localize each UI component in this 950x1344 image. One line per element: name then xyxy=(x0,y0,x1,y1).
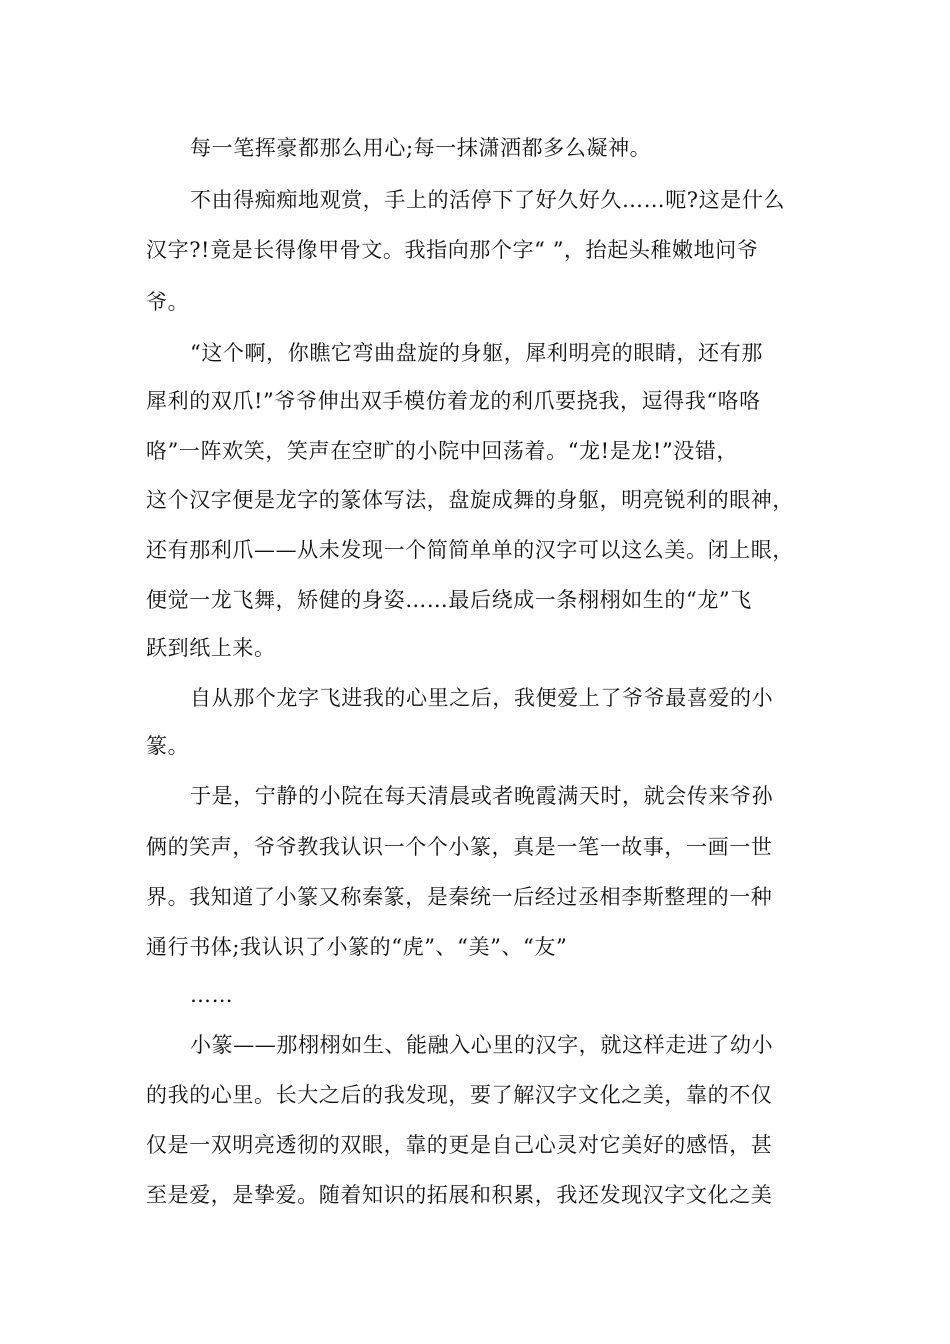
paragraph-line: 于是，宁静的小院在每天清晨或者晚霞满天时，就会传来爷孙 xyxy=(190,784,774,808)
paragraph-line: 小篆——那栩栩如生、能融入心里的汉字，就这样走进了幼小 xyxy=(190,1033,774,1057)
paragraph-line: 犀利的双爪!”爷爷伸出双手模仿着龙的利爪要挠我，逗得我“咯咯 xyxy=(146,389,761,413)
paragraph-line: 仅是一双明亮透彻的双眼，靠的更是自己心灵对它美好的感悟，甚 xyxy=(146,1133,773,1157)
paragraph-line: 跃到纸上来。 xyxy=(146,636,276,660)
paragraph-line: 篆。 xyxy=(146,734,190,758)
paragraph-line: 的我的心里。长大之后的我发现，要了解汉字文化之美，靠的不仅 xyxy=(146,1083,773,1107)
paragraph-line: 俩的笑声，爷爷教我认识一个个小篆，真是一笔一故事，一画一世 xyxy=(146,835,773,859)
paragraph-line: 界。我知道了小篆又称秦篆，是秦统一后经过丞相李斯整理的一种 xyxy=(146,885,773,909)
paragraph-line: 便觉一龙飞舞，矫健的身姿……最后绕成一条栩栩如生的“龙”飞 xyxy=(146,588,752,612)
paragraph-line: 咯”一阵欢笑，笑声在空旷的小院中回荡着。“龙!是龙!”没错， xyxy=(146,439,739,463)
paragraph-line: 每一笔挥豪都那么用心;每一抹潇洒都多么凝神。 xyxy=(190,136,652,160)
paragraph-line: 还有那利爪——从未发现一个简简单单的汉字可以这么美。闭上眼， xyxy=(146,538,794,562)
paragraph-line: 这个汉字便是龙字的篆体写法，盘旋成舞的身躯，明亮锐利的眼神， xyxy=(146,488,794,512)
paragraph-line: “这个啊，你瞧它弯曲盘旋的身躯，犀利明亮的眼睛，还有那 xyxy=(190,341,763,365)
ellipsis-line: …… xyxy=(190,983,234,1007)
paragraph-line: 自从那个龙字飞进我的心里之后，我便爱上了爷爷最喜爱的小 xyxy=(190,686,774,710)
paragraph-line: 不由得痴痴地观赏，手上的活停下了好久好久……呃?这是什么 xyxy=(190,188,786,212)
paragraph-line: 汉字?!竟是长得像甲骨文。我指向那个字“ ”，抬起头稚嫩地问爷 xyxy=(146,238,759,262)
paragraph-line: 通行书体;我认识了小篆的“虎”、“美”、“友” xyxy=(146,935,568,959)
paragraph-line: 爷。 xyxy=(146,290,190,314)
paragraph-line: 至是爱，是挚爱。随着知识的拓展和积累，我还发现汉字文化之美 xyxy=(146,1183,773,1207)
